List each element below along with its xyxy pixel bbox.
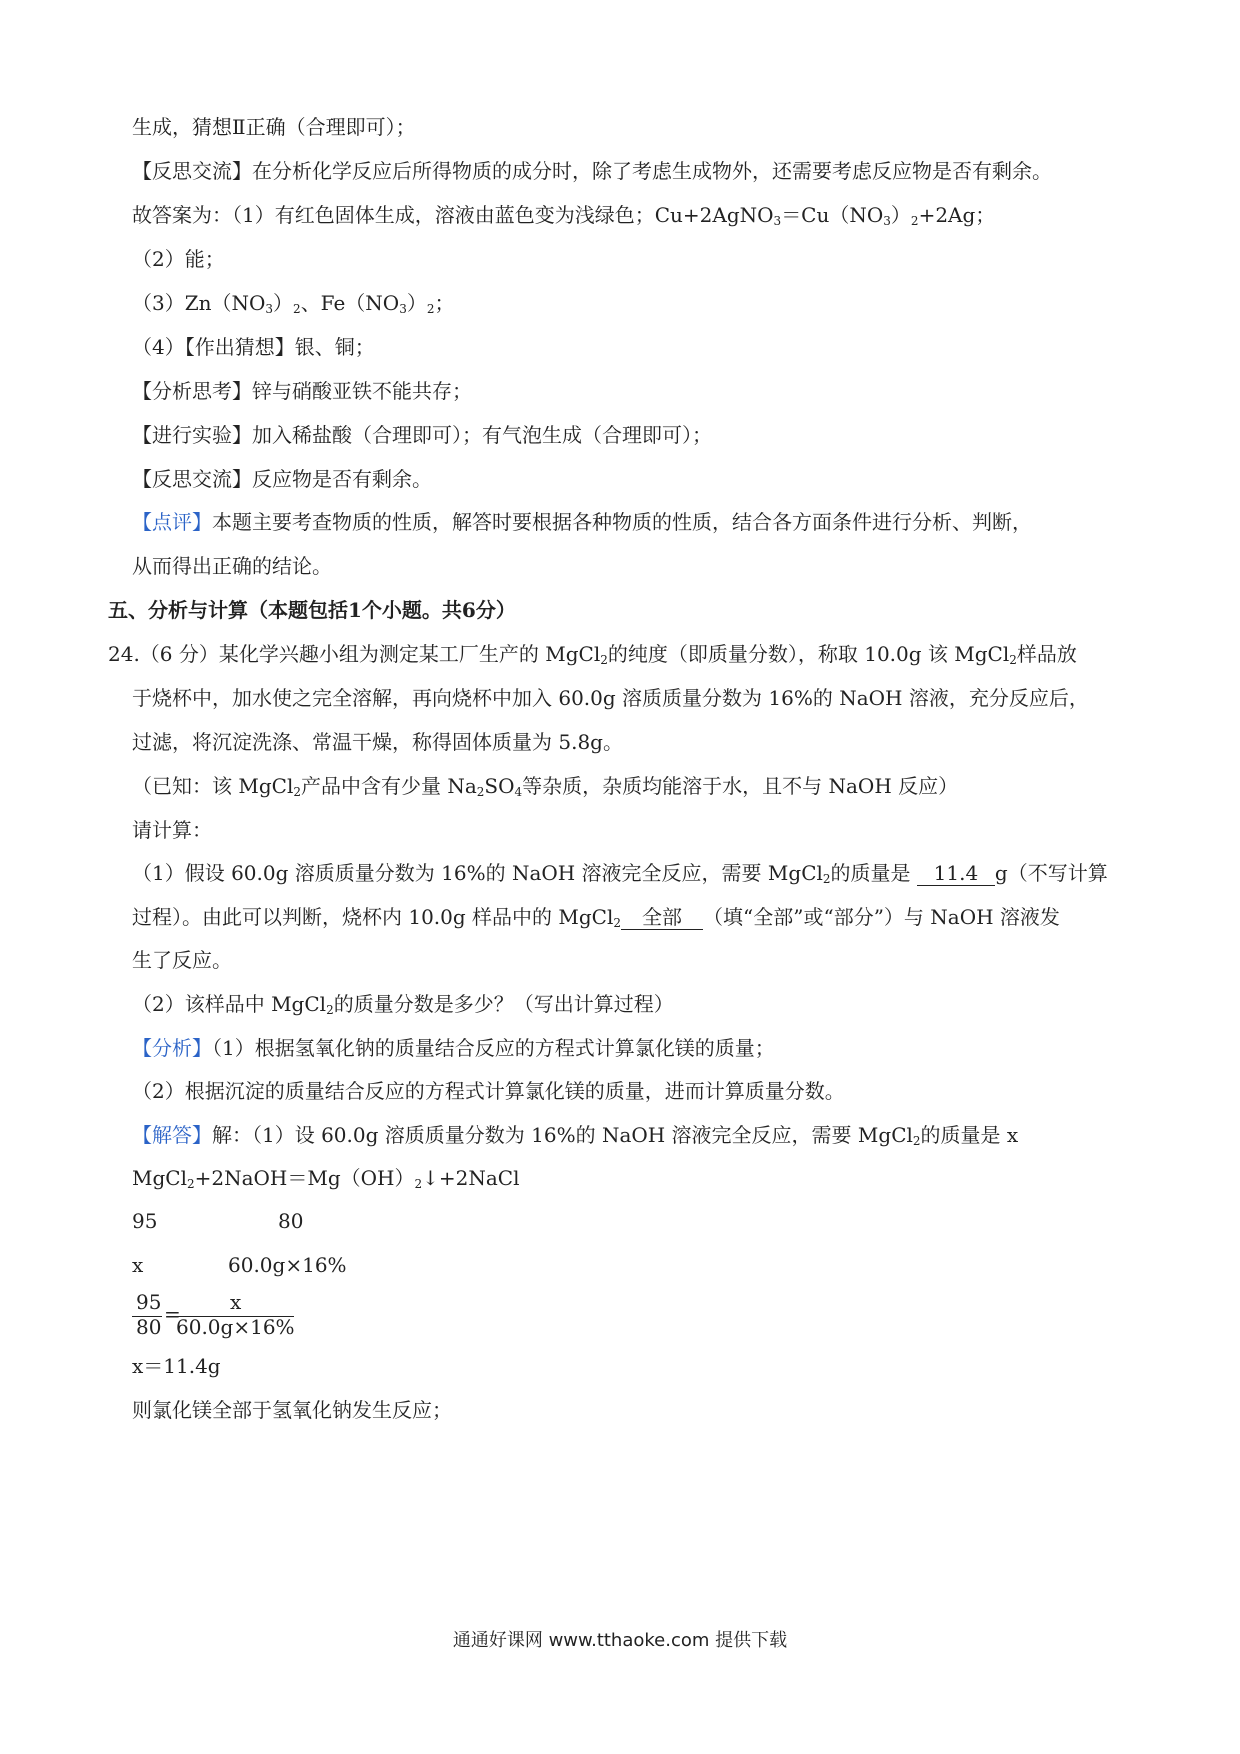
question-line: 请计算：	[132, 818, 212, 842]
analysis-line: 【分析】（1）根据氢氧化钠的质量结合反应的方程式计算氯化镁的质量；	[132, 1036, 775, 1060]
answer-summary-line: 故答案为：（1）有红色固体生成，溶液由蓝色变为浅绿色；$Cu+2AgNO_3=Cu(NO_3)_2+2Ag$；	[132, 203, 996, 228]
text-line: （4）【作出猜想】银、铜；	[132, 335, 375, 359]
question-line: 24.（6 分）某化学兴趣小组为测定某工厂生产的 MgCl$_2$的纯度（即质量分数），称取 10.0g 该 MgCl$_2$样品放	[108, 642, 1077, 667]
text-line: 生成，猜想Ⅱ正确（合理即可）；	[132, 115, 416, 139]
text-line: 【进行实验】加入稀盐酸（合理即可）；有气泡生成（合理即可）；	[132, 423, 712, 447]
fraction-numerator: 95	[136, 1290, 162, 1314]
text-line: （2）能；	[132, 247, 225, 271]
equals-sign: =	[164, 1302, 181, 1326]
chemical-equation: $MgCl_2+2NaOH=Mg(OH)_2↓+2NaCl$	[132, 1166, 520, 1191]
comment-tag: 【点评】	[132, 510, 212, 534]
fraction-numerator: x	[230, 1290, 242, 1314]
ratio-row: 95	[132, 1209, 158, 1233]
answer-blank-1: 11.4	[917, 861, 995, 886]
result-line: x＝11.4g	[132, 1354, 221, 1378]
text-line: $(3)Zn(NO_3)_2$、$Fe(NO_3)_2$；	[132, 291, 455, 316]
analysis-tag: 【分析】	[132, 1036, 212, 1060]
answer-blank-2: 全部	[621, 905, 703, 930]
question-line: 过滤，将沉淀洗涤、常温干燥，称得固体质量为 5.8g。	[132, 730, 623, 754]
question-line: 生了反应。	[132, 948, 232, 972]
fraction-denominator: 80	[136, 1315, 162, 1339]
question-line: 于烧杯中，加水使之完全溶解，再向烧杯中加入 60.0g 溶质质量分数为 16%的 NaOH 溶液，充分反应后，	[132, 686, 1089, 710]
text-line: 【反思交流】反应物是否有剩余。	[132, 467, 432, 491]
ratio-row: 60.0g×16%	[228, 1253, 347, 1277]
text-line: 【分析思考】锌与硝酸亚铁不能共存；	[132, 379, 472, 403]
ratio-row: 80	[278, 1209, 304, 1233]
question-line: （已知：该 MgCl$_2$产品中含有少量 $Na_2SO_4$等杂质，杂质均能溶于水，且不与 NaOH 反应）	[132, 774, 959, 799]
solution-line: 则氯化镁全部于氢氧化钠发生反应；	[132, 1398, 452, 1422]
question-line: （2）该样品中 MgCl$_2$的质量分数是多少？（写出计算过程）	[132, 992, 674, 1017]
section-heading: 五、分析与计算（本题包括1个小题。共6分）	[108, 598, 516, 622]
footer-text: 通通好课网 www.tthaoke.com 提供下载	[452, 1630, 788, 1651]
text-line: 【反思交流】在分析化学反应后所得物质的成分时，除了考虑生成物外，还需要考虑反应物是否有剩余。	[132, 159, 1052, 183]
ratio-row: x	[132, 1253, 144, 1277]
fraction-denominator: 60.0g×16%	[176, 1315, 295, 1339]
solution-line: 【解答】解：（1）设 60.0g 溶质质量分数为 16%的 NaOH 溶液完全反应，需要 MgCl$_2$的质量是 x	[132, 1123, 1019, 1148]
solution-tag: 【解答】	[132, 1123, 212, 1147]
analysis-line: （2）根据沉淀的质量结合反应的方程式计算氯化镁的质量，进而计算质量分数。	[132, 1079, 845, 1103]
question-line: （1）假设 60.0g 溶质质量分数为 16%的 NaOH 溶液完全反应，需要 MgCl$_2$的质量是 11.4 g（不写计算	[132, 861, 1108, 886]
question-line: 过程）。由此可以判断，烧杯内 10.0g 样品中的 MgCl$_2$ 全部 （填“全部”或“部分”）与 NaOH 溶液发	[132, 905, 1060, 930]
comment-line: 【点评】本题主要考查物质的性质，解答时要根据各种物质的性质，结合各方面条件进行分析、判断，	[132, 510, 1032, 534]
text-line: 从而得出正确的结论。	[132, 554, 332, 578]
